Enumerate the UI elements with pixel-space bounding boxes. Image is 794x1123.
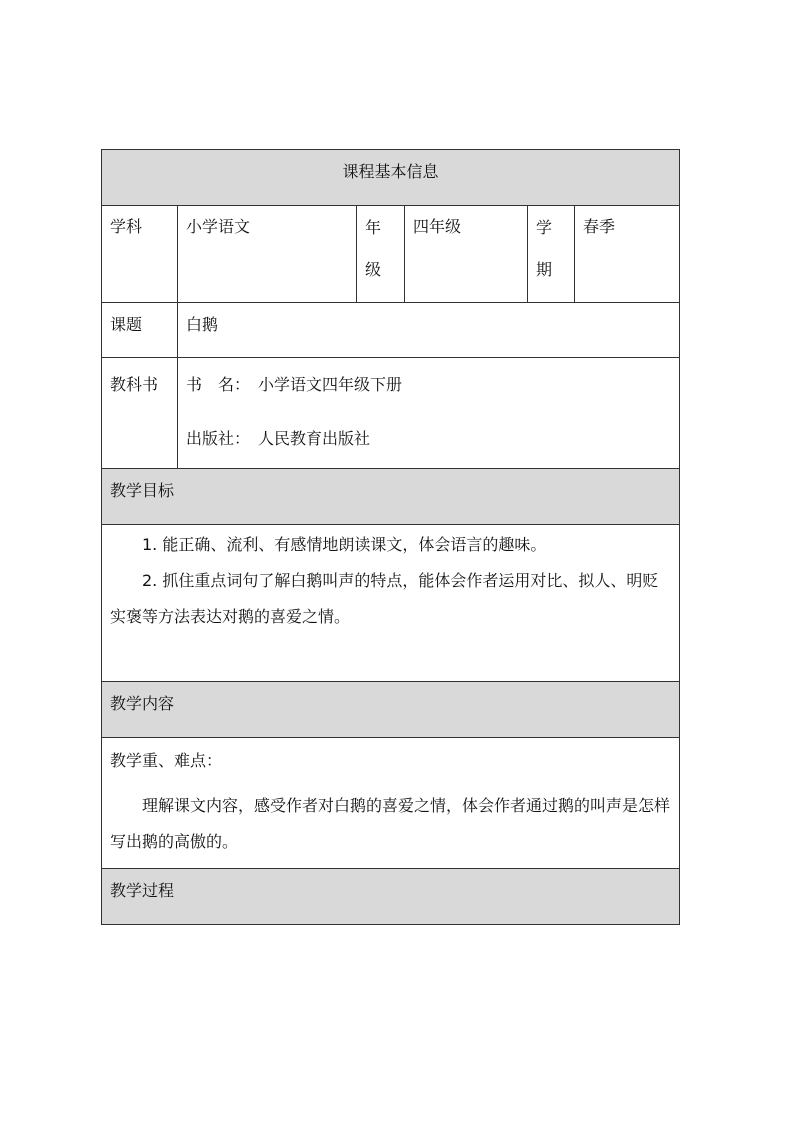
textbook-row: [102, 358, 680, 469]
book-name-value: 小学语文四年级下册: [258, 375, 403, 394]
publisher-label: 出版社：: [186, 429, 251, 448]
grade-label-char-2: 级: [365, 260, 382, 279]
goals-heading-row: [102, 469, 680, 525]
key-points-heading: 教学重、难点：: [110, 751, 223, 770]
goals-heading: 教学目标: [102, 469, 680, 525]
term-label-char-1: 学: [536, 218, 553, 237]
term-label-char-2: 期: [536, 260, 553, 279]
publisher-line: [186, 412, 671, 466]
process-heading: 教学过程: [102, 869, 680, 925]
key-points-text: 理解课文内容，感受作者对白鹅的喜爱之情，体会作者通过鹅的叫声是怎样写出鹅的高傲的。: [110, 796, 671, 851]
topic-label: 课题: [102, 303, 178, 358]
goal-item: 1. 能正确、流利、有感情地朗读课文，体会语言的趣味。: [142, 535, 547, 554]
goal-item: 2. 抓住重点词句了解白鹅叫声的特点，能体会作者运用对比、拟人、明贬实褒等方法表达对鹅的喜爱之情。: [110, 571, 659, 626]
lesson-plan-document: [101, 149, 679, 925]
content-row: [102, 738, 680, 869]
textbook-details: [178, 358, 680, 469]
grade-label-char-1: 年: [365, 218, 382, 237]
term-label: [528, 206, 575, 303]
content-heading: 教学内容: [102, 682, 680, 738]
process-heading-row: [102, 869, 680, 925]
table-title: 课程基本信息: [102, 150, 680, 206]
publisher-value: 人民教育出版社: [258, 429, 371, 448]
content-body: [102, 738, 680, 869]
subject-value: 小学语文: [178, 206, 357, 303]
content-heading-row: [102, 682, 680, 738]
term-value: 春季: [575, 206, 680, 303]
table-header-row: [102, 150, 680, 206]
goals-row: [102, 525, 680, 682]
topic-value: 白鹅: [178, 303, 680, 358]
goals-content: [102, 525, 680, 682]
book-name-line: [186, 358, 671, 412]
grade-value: 四年级: [405, 206, 528, 303]
book-name-label: 书 名：: [186, 375, 251, 394]
textbook-label: 教科书: [102, 358, 178, 469]
topic-row: [102, 303, 680, 358]
basic-info-row: [102, 206, 680, 303]
subject-label: 学科: [102, 206, 178, 303]
course-info-table: [101, 149, 680, 925]
grade-label: [357, 206, 405, 303]
